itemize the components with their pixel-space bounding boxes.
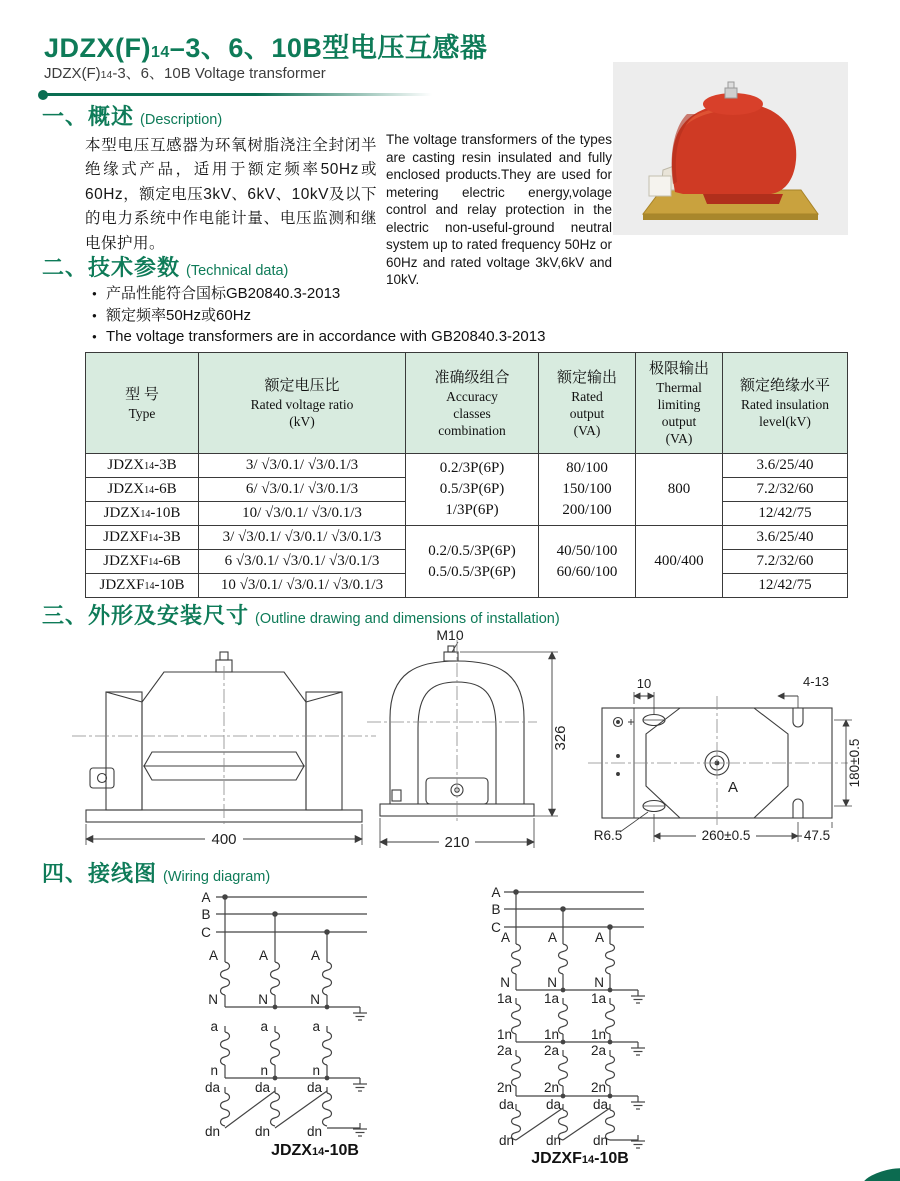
header-line: level(kV) <box>759 414 811 429</box>
wiring-diagram-jdzxf <box>460 880 670 1150</box>
caption-suffix: -10B <box>594 1150 629 1167</box>
winding-label: 1a <box>496 991 512 1006</box>
col-header-type <box>86 353 199 454</box>
dim-m10: M10 <box>436 627 464 643</box>
winding-label: 2n <box>496 1080 512 1095</box>
winding-label: dn <box>254 1124 270 1139</box>
cell-type <box>86 550 199 574</box>
section-wiring-heading <box>42 857 270 888</box>
bus-label: A <box>201 890 211 905</box>
bus-label: B <box>491 902 501 917</box>
type-subscript: 14 <box>148 557 159 568</box>
bullet-text: 产品性能符合国标GB20840.3-2013 <box>106 285 341 302</box>
section-heading-en: (Description) <box>140 112 223 128</box>
header-line: Rated voltage ratio <box>250 397 354 412</box>
bullet-text: 额定频率50Hz或60Hz <box>106 306 252 324</box>
winding-label: A <box>258 948 268 963</box>
type-suffix: -10B <box>150 505 181 521</box>
header-line: 准确级组合 <box>434 369 510 386</box>
col-header-ratio <box>199 353 406 454</box>
section-description-heading <box>42 100 222 131</box>
header-line: (VA) <box>573 422 601 438</box>
col-header-accuracy <box>406 353 539 454</box>
title-divider <box>40 93 432 96</box>
winding-label: N <box>500 975 510 990</box>
dim-pitch: 10 <box>636 676 652 691</box>
output-line: 60/60/100 <box>556 563 618 580</box>
cell-ratio: 10/ √3/0.1/ √3/0.1/3 <box>199 502 406 526</box>
cell-insulation: 12/42/75 <box>723 574 848 598</box>
cell-thermal-group1: 800 <box>636 454 723 526</box>
header-line: classes <box>453 405 491 421</box>
wiring-caption-left <box>215 1142 415 1160</box>
header-line: 极限输出 <box>648 361 709 377</box>
accuracy-line: 0.2/0.5/3P(6P) <box>428 542 516 559</box>
output-line: 80/100 <box>566 460 608 476</box>
bus-label: A <box>491 885 501 900</box>
type-prefix: JDZX <box>103 505 141 521</box>
cell-ratio: 3/ √3/0.1/ √3/0.1/ √3/0.1/3 <box>199 526 406 550</box>
title-subscript: 14 <box>151 44 170 61</box>
output-line: 150/100 <box>562 481 612 497</box>
section-heading-en: (Wiring diagram) <box>163 869 271 885</box>
dim-edge: 47.5 <box>803 828 831 843</box>
caption-suffix: -10B <box>324 1142 359 1159</box>
header-line: combination <box>438 422 506 438</box>
winding-label: n <box>260 1063 268 1078</box>
section-heading-zh: 一、概述 <box>42 104 135 129</box>
winding-label: a <box>260 1019 268 1034</box>
winding-label: 1a <box>543 991 559 1006</box>
subtitle-subscript: 14 <box>100 69 113 81</box>
bullet-item <box>92 283 545 305</box>
dim-front-width: 400 <box>211 831 237 848</box>
subtitle-suffix: -3、6、10B Voltage transformer <box>112 65 326 82</box>
header-line: output <box>661 414 697 429</box>
bus-label: C <box>491 920 501 935</box>
subtitle-prefix: JDZX(F) <box>44 65 101 82</box>
outline-front-view <box>64 640 384 855</box>
dim-depth: 180±0.5 <box>847 738 862 788</box>
winding-label: da <box>204 1080 220 1095</box>
winding-label: da <box>306 1080 322 1095</box>
winding-label: A <box>547 930 557 945</box>
caption-subscript: 14 <box>581 1154 595 1166</box>
winding-label: dn <box>306 1124 322 1139</box>
winding-label: dn <box>498 1133 514 1148</box>
section-heading-zh: 二、技术参数 <box>42 255 181 280</box>
type-subscript: 14 <box>144 485 155 496</box>
technical-data-table <box>85 352 848 598</box>
winding-label: A <box>500 930 510 945</box>
cell-ratio: 3/ √3/0.1/ √3/0.1/3 <box>199 454 406 478</box>
page-subtitle <box>44 62 326 83</box>
winding-label: n <box>210 1063 218 1078</box>
winding-label: da <box>498 1097 514 1112</box>
dim-length: 260±0.5 <box>701 828 751 843</box>
winding-label: 1a <box>590 991 606 1006</box>
type-suffix: -3B <box>158 529 181 545</box>
caption-prefix: JDZX <box>271 1142 312 1159</box>
type-prefix: JDZXF <box>103 529 149 545</box>
outline-top-view <box>580 670 895 855</box>
type-suffix: -6B <box>158 553 181 569</box>
winding-label: dn <box>592 1133 608 1148</box>
accuracy-line: 0.5/3P(6P) <box>439 481 505 497</box>
winding-label: da <box>592 1097 608 1112</box>
winding-label: a <box>210 1019 218 1034</box>
output-line: 200/100 <box>562 502 612 518</box>
col-header-rated-output <box>539 353 636 454</box>
type-prefix: JDZXF <box>99 577 145 593</box>
winding-label: 2a <box>496 1043 512 1058</box>
col-header-thermal <box>636 353 723 454</box>
cell-ratio: 6/ √3/0.1/ √3/0.1/3 <box>199 478 406 502</box>
header-line: Rated insulation <box>740 397 830 412</box>
bullet-item <box>92 305 545 327</box>
header-line: Thermal <box>656 380 702 395</box>
winding-label: dn <box>545 1133 561 1148</box>
winding-label: A <box>594 930 604 945</box>
winding-label: a <box>312 1019 320 1034</box>
table-row <box>86 454 848 478</box>
dim-center-label: A <box>728 779 739 796</box>
col-header-insulation <box>723 353 848 454</box>
header-line: 额定电压比 <box>264 378 340 394</box>
winding-label: 2n <box>543 1080 559 1095</box>
winding-label: da <box>545 1097 561 1112</box>
cell-type <box>86 454 199 478</box>
wiring-diagram-jdzx <box>192 885 442 1140</box>
caption-prefix: JDZXF <box>531 1150 582 1167</box>
caption-subscript: 14 <box>311 1146 325 1158</box>
outline-side-view <box>362 626 577 866</box>
winding-label: 2a <box>590 1043 606 1058</box>
cell-type <box>86 478 199 502</box>
description-chinese: 本型电压互感器为环氧树脂浇注全封闭半绝缘式产品，适用于额定频率50Hz或60Hz，额定电压3kV、6kV、10kV及以下的电力系统中作电能计量、电压监测和继电保护用。 <box>85 137 377 252</box>
cell-type <box>86 574 199 598</box>
product-photo <box>613 62 848 235</box>
dim-side-width: 210 <box>444 834 470 851</box>
cell-ratio: 6 √3/0.1/ √3/0.1/ √3/0.1/3 <box>199 550 406 574</box>
bus-label: B <box>201 907 211 922</box>
title-prefix: JDZX(F) <box>44 33 151 63</box>
winding-label: da <box>254 1080 270 1095</box>
header-line: (kV) <box>289 414 315 429</box>
cell-thermal-group2: 400/400 <box>636 526 723 598</box>
section-heading-en: (Outline drawing and dimensions of installation) <box>255 611 560 627</box>
cell-output-group2 <box>539 526 636 598</box>
section-technical-heading <box>42 251 288 282</box>
cell-insulation: 3.6/25/40 <box>723 526 848 550</box>
type-subscript: 14 <box>144 461 155 472</box>
cell-type <box>86 502 199 526</box>
table-header-row <box>86 353 848 454</box>
winding-label: N <box>547 975 557 990</box>
page-corner-decoration <box>861 1164 900 1181</box>
accuracy-line: 1/3P(6P) <box>445 502 499 518</box>
winding-label: N <box>208 992 218 1007</box>
header-line: 额定输出 <box>556 369 617 386</box>
cell-insulation: 12/42/75 <box>723 502 848 526</box>
table-row <box>86 526 848 550</box>
winding-label: N <box>310 992 320 1007</box>
page-title <box>44 26 487 65</box>
winding-label: 1n <box>496 1027 512 1042</box>
bullet-item <box>92 326 545 348</box>
cell-ratio: 10 √3/0.1/ √3/0.1/ √3/0.1/3 <box>199 574 406 598</box>
header-line: 额定绝缘水平 <box>739 378 830 394</box>
output-line: 40/50/100 <box>556 542 618 559</box>
winding-label: 1n <box>543 1027 559 1042</box>
type-subscript: 14 <box>140 509 151 520</box>
type-prefix: JDZXF <box>103 553 149 569</box>
winding-label: N <box>258 992 268 1007</box>
cell-accuracy-group2 <box>406 526 539 598</box>
cell-insulation: 3.6/25/40 <box>723 454 848 478</box>
type-suffix: -6B <box>154 481 177 497</box>
type-prefix: JDZX <box>107 481 145 497</box>
cell-insulation: 7.2/32/60 <box>723 550 848 574</box>
header-line: 型 号 <box>125 386 159 403</box>
header-line: (VA) <box>665 431 693 446</box>
type-suffix: -3B <box>154 457 177 473</box>
title-suffix: –3、6、10B型电压互感器 <box>169 33 488 63</box>
winding-label: A <box>208 948 218 963</box>
dim-holes: 4-13 <box>802 674 830 689</box>
cell-accuracy-group1 <box>406 454 539 526</box>
winding-label: A <box>310 948 320 963</box>
dim-side-height: 326 <box>552 725 569 751</box>
accuracy-line: 0.5/0.5/3P(6P) <box>428 563 516 580</box>
dim-radius: R6.5 <box>593 828 623 843</box>
cell-type <box>86 526 199 550</box>
bullet-text: The voltage transformers are in accordance with GB20840.3-2013 <box>106 328 546 345</box>
cell-output-group1 <box>539 454 636 526</box>
winding-label: n <box>312 1063 320 1078</box>
description-english: The voltage transformers of the types are casting resin insulated and fully enclosed products.They are used for metering electric energy,volage control and relay protection in the electric non-useful-ground neutral system up to rated frequency 50Hz or 60Hz and rated voltage 3kV,6kV and 10kV. <box>386 132 612 288</box>
type-suffix: -10B <box>154 577 185 593</box>
header-line: output <box>569 405 605 421</box>
winding-label: N <box>594 975 604 990</box>
cell-insulation: 7.2/32/60 <box>723 478 848 502</box>
header-line: limiting <box>657 397 701 412</box>
bus-label: C <box>201 925 211 940</box>
header-line: Rated <box>571 388 603 404</box>
winding-label: 2n <box>590 1080 606 1095</box>
header-line: Type <box>128 405 156 421</box>
type-subscript: 14 <box>148 533 159 544</box>
wiring-caption-right <box>480 1150 680 1168</box>
winding-label: 1n <box>590 1027 606 1042</box>
accuracy-line: 0.2/3P(6P) <box>439 460 505 476</box>
type-prefix: JDZX <box>107 457 145 473</box>
header-line: Accuracy <box>446 388 498 404</box>
winding-label: dn <box>204 1124 220 1139</box>
section-heading-zh: 四、接线图 <box>42 861 158 886</box>
section-heading-en: (Technical data) <box>186 263 289 279</box>
section-heading-zh: 三、外形及安装尺寸 <box>42 603 250 628</box>
winding-label: 2a <box>543 1043 559 1058</box>
type-subscript: 14 <box>144 581 155 592</box>
